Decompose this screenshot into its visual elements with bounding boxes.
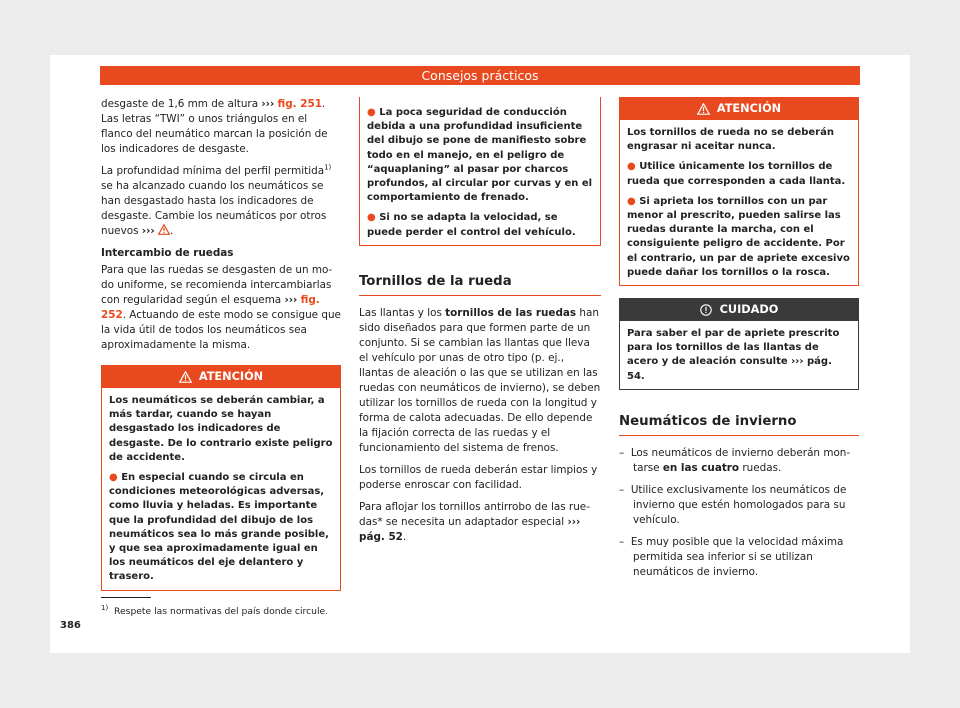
bullet-icon: ● xyxy=(367,212,376,224)
section-title-winter-tires: Neumáticos de invierno xyxy=(619,414,859,436)
list-item: – Los neumáticos de invierno deberán montarse en las cuatro ruedas. xyxy=(619,446,851,474)
subheading-wheel-rotation: Intercambio de ruedas xyxy=(101,247,234,259)
warning-triangle-icon[interactable] xyxy=(158,224,170,235)
paragraph-min-depth: La profundidad mínima del perfil permitida$^{1)}$ se ha alcanzado cuando los neumáticos se han desgastado hasta los indicadores de desgaste. Cambie los neumáticos por otros nuevos ››› . xyxy=(101,163,332,237)
warning-body: Los neumáticos se deberán cambiar, a más tardar, cuando se hayan desgastado los indicadores de desgaste. De lo contrario existe peligro de accidente. ● En especial cuando se circula en condiciones meteorológicas adversas, como lluvia y heladas. Es importante que la profundidad del dibujo de los neumáticos sea lo más grande posible, y que sea aproximadamente igual en los neumáticos del eje delantero y trasero. xyxy=(102,388,340,590)
caution-body: Para saber el par de apriete prescrito para los tornillos de las llantas de acero y de aleación consulte ››› pág. 54. xyxy=(627,328,840,382)
column-3 xyxy=(619,97,859,587)
bullet-icon: ● xyxy=(627,161,636,173)
warning-body xyxy=(360,97,600,245)
warning-box-bolts xyxy=(619,97,859,286)
bullet-icon: ● xyxy=(109,472,118,484)
column-2 xyxy=(359,97,601,552)
footnote-divider xyxy=(101,597,151,598)
paragraph-antitheft: Para aflojar los tornillos antirrobo de las ruedas* se necesita un adaptador especial ››› pág. 52. xyxy=(359,500,590,543)
paragraph-rims-bolts: Las llantas y los tornillos de las ruedas han sido diseñados para que formen parte de un conjunto. Si se cambian las llantas que lleva el vehículo por unas de otro tipo (p. ej., llantas de aleación o las que se utilizan en las ruedas con neumáticos de invierno), se deben utilizar los tornillos de rueda con la longitud y forma de calota adecuadas. De ello depende la fijación correcta de las ruedas y el funcionamiento del sistema de frenos. xyxy=(359,306,601,454)
warning-header: ATENCIÓN xyxy=(102,366,340,388)
section-title-wheel-bolts: Tornillos de la rueda xyxy=(359,274,601,296)
warning-header: ATENCIÓN xyxy=(620,98,858,120)
caution-header: CUIDADO xyxy=(620,299,858,321)
warning-box-continued xyxy=(359,97,601,246)
page-link-52[interactable]: ››› pág. 52 xyxy=(359,515,581,543)
page-header: Consejos prácticos xyxy=(100,66,860,85)
paragraph-clean-bolts: Los tornillos de rueda deberán estar limpios y poderse enroscar con facilidad. xyxy=(359,463,598,491)
warning-triangle-icon xyxy=(179,371,192,383)
bullet-icon: ● xyxy=(367,107,376,118)
caution-box xyxy=(619,298,859,390)
warning-triangle-icon xyxy=(697,103,710,115)
figure-link-251[interactable]: fig. 251 xyxy=(277,98,322,110)
warning-bullet: ● Si aprieta los tornillos con un par menor al prescrito, pueden salirse las ruedas durante la marcha, con el consiguiente peligro de accidente. Por el contrario, un par de apriete excesivo puede dañar los tornillos o la rosca. xyxy=(627,195,850,278)
column-1 xyxy=(101,97,341,591)
figure-link-252[interactable]: fig. 252 xyxy=(101,294,320,321)
page-link-54[interactable]: ››› pág. 54 xyxy=(627,356,832,382)
info-circle-icon xyxy=(700,304,712,316)
warning-bullet: ● Utilice únicamente los tornillos de rueda que corresponden a cada llanta. xyxy=(627,161,846,187)
warning-body: Los tornillos de rueda no se deberán engrasar ni aceitar nunca. ● Utilice únicamente los tornillos de rueda que corresponden a cada llanta. ● Si aprieta los tornillos con un par menor al prescrito, pueden salirse las ruedas durante la marcha, con el consiguiente peligro de accidente. Por el contrario, un par de apriete excesivo puede dañar los tornillos o la rosca. xyxy=(620,120,858,285)
footnote-mark: 1) xyxy=(324,163,332,172)
warning-bullet: ● Si no se adapta la velocidad, se puede perder el control del vehículo. xyxy=(367,212,576,238)
bullet-icon: ● xyxy=(627,195,636,207)
warning-box-tires xyxy=(101,365,341,591)
warning-bullet: ● En especial cuando se circula en condiciones meteorológicas adversas, como lluvia y heladas. Es importante que la profundidad del dibujo de los neumáticos sea lo más grande posible, y que sea aproximadamente igual en los neumáticos del eje delantero y trasero. xyxy=(109,472,329,583)
paragraph-rotation: Para que las ruedas se desgasten de un modo uniforme, se recomienda intercambiarlas con regularidad según el esquema ››› fig. 252. Actuando de este modo se consigue que la vida útil de todos los neumáticos sea aproximadamente la misma. xyxy=(101,264,341,351)
list-item: – Es muy posible que la velocidad máxima permitida sea inferior si se utilizan neumáticos de invierno. xyxy=(619,535,844,578)
page-number: 386 xyxy=(60,620,81,631)
paragraph-wear-height: desgaste de 1,6 mm de altura ››› fig. 251. Las letras “TWI” o unos triángulos en el flanco del neumático marcan la posición de los indicadores de desgaste. xyxy=(101,98,328,155)
warning-bullet: ● La poca seguridad de conducción debida a una profundidad insuficiente del dibujo se pone de manifiesto sobre todo en el manejo, en el peligro de “aquaplaning” al pasar por charcos profundos, al circular por curvas y en el comportamiento de frenado. xyxy=(367,107,593,204)
list-item: – Utilice exclusivamente los neumáticos de invierno que estén homologados para su vehículo. xyxy=(619,483,847,526)
footnote: $^{1)}$ Respete las normativas del país donde circule. xyxy=(101,603,329,617)
